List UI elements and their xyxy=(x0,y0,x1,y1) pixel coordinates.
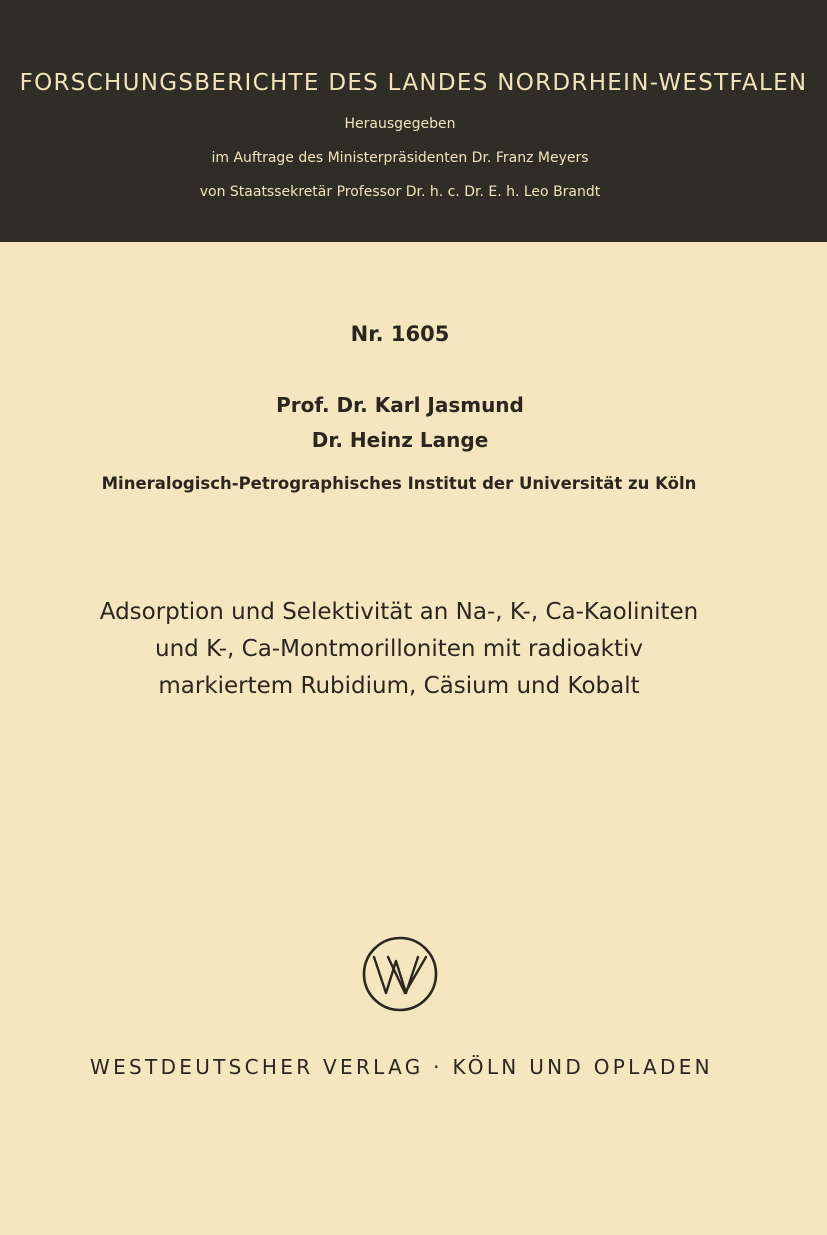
editor-line-3: von Staatssekretär Professor Dr. h. c. Dr. E. h. Leo Brandt xyxy=(199,184,601,200)
title-line-2: und K-, Ca-Montmorilloniten mit radioaktiv xyxy=(155,636,643,662)
author-1: Prof. Dr. Karl Jasmund xyxy=(276,393,524,417)
publisher-imprint: WESTDEUTSCHER VERLAG · KÖLN UND OPLADEN xyxy=(90,1055,713,1079)
series-banner xyxy=(0,0,827,242)
book-title xyxy=(0,594,798,705)
wv-monogram-logo-icon xyxy=(361,935,439,1013)
issue-number: Nr. 1605 xyxy=(350,322,450,346)
editor-line-1: Herausgegeben xyxy=(344,116,456,132)
author-2: Dr. Heinz Lange xyxy=(311,428,489,452)
title-line-1: Adsorption und Selektivität an Na-, K-, Ca-Kaoliniten xyxy=(99,599,699,625)
editor-line-2: im Auftrage des Ministerpräsidenten Dr. Franz Meyers xyxy=(211,150,589,166)
series-title: FORSCHUNGSBERICHTE DES LANDES NORDRHEIN-WESTFALEN xyxy=(19,70,808,96)
institute: Mineralogisch-Petrographisches Institut der Universität zu Köln xyxy=(101,474,697,493)
title-line-3: markiertem Rubidium, Cäsium und Kobalt xyxy=(158,673,640,699)
